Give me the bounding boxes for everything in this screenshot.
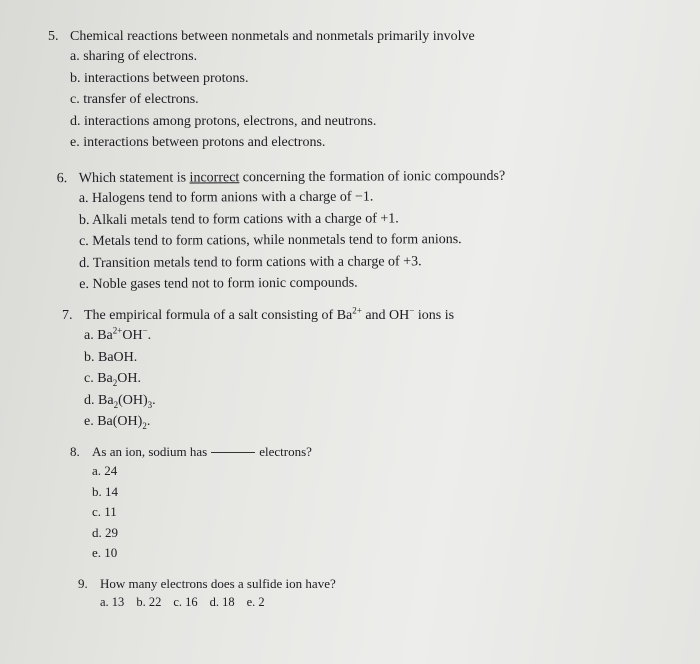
answer-option: a. 13 [100, 595, 125, 609]
question-stem [57, 167, 506, 188]
question-6 [57, 167, 506, 296]
answer-option: c. Metals tend to form cations, while nonmetals tend to form anions. [79, 232, 462, 250]
formula-part: . [152, 392, 156, 408]
option-letter: a. [84, 328, 94, 343]
question-text [92, 442, 312, 461]
underlined-word: incorrect [189, 170, 240, 186]
answer-option: e. 2 [246, 595, 265, 609]
option-letter: d. [84, 392, 95, 408]
question-text [84, 306, 454, 325]
charge-superscript: 2+ [352, 305, 362, 316]
formula-part: BaOH. [98, 349, 138, 365]
answer-option [84, 347, 454, 369]
stem-part: concerning the formation of ionic compounds? [239, 168, 506, 186]
question-5 [48, 27, 475, 154]
answer-options-row [100, 593, 336, 612]
answer-option: b. Alkali metals tend to form cations with a charge of +1. [78, 210, 399, 228]
answer-option: a. 24 [92, 463, 118, 478]
answer-option: a. Halogens tend to form anions with a charge of −1. [78, 189, 374, 207]
answer-option [84, 390, 454, 412]
question-number: 5. [48, 29, 59, 44]
answer-option: b. 14 [92, 483, 118, 499]
charge-superscript: 2+ [112, 325, 123, 336]
answer-option: b. 22 [136, 595, 162, 609]
answer-option: a. sharing of electrons. [70, 49, 198, 64]
answer-option: d. interactions among protons, electrons, and neutrons. [70, 113, 377, 129]
answer-option: d. Transition metals tend to form cations with a charge of +3. [79, 253, 422, 271]
question-stem [48, 27, 475, 46]
option-letter: e. [84, 414, 94, 429]
stem-part: electrons? [259, 444, 312, 459]
answer-option: c. transfer of electrons. [70, 92, 199, 107]
stem-part: The empirical formula of a salt consisting of Ba [84, 308, 353, 323]
option-letter: c. [84, 371, 94, 386]
question-stem [78, 574, 336, 593]
stem-part: and OH [361, 308, 410, 323]
subscript: 2 [142, 420, 147, 431]
question-7 [62, 306, 454, 433]
question-text: Chemical reactions between nonmetals and nonmetals primarily involve [70, 29, 475, 44]
answer-option [84, 325, 454, 347]
answer-option: e. 10 [92, 545, 118, 560]
charge-superscript: − [409, 305, 415, 316]
formula-part: Ba [97, 328, 113, 343]
question-text [79, 167, 506, 188]
formula-part: (OH) [118, 392, 148, 408]
question-stem [70, 442, 312, 461]
formula-part: Ba(OH) [97, 414, 143, 429]
answer-option: c. 16 [173, 595, 198, 609]
formula-part: Ba [97, 371, 113, 386]
question-number: 6. [56, 171, 68, 187]
question-number: 9. [78, 576, 88, 591]
answer-option: e. Noble gases tend not to form ionic compounds. [79, 275, 358, 293]
answer-option: b. interactions between protons. [70, 70, 249, 86]
question-text: How many electrons does a sulfide ion have? [100, 576, 336, 591]
answer-blank [211, 452, 255, 453]
formula-part: OH. [117, 371, 142, 386]
question-9 [78, 574, 336, 612]
answer-option: d. 18 [209, 595, 235, 609]
stem-part: As an ion, sodium has [92, 444, 208, 459]
formula-part: . [147, 328, 152, 343]
option-letter: b. [84, 349, 95, 365]
question-number: 8. [70, 444, 80, 459]
answer-option [84, 411, 454, 433]
answer-option: d. 29 [92, 524, 118, 540]
subscript: 3 [147, 399, 153, 410]
answer-option: e. interactions between protons and electrons. [70, 135, 326, 150]
formula-part: Ba [98, 392, 114, 408]
question-8 [70, 442, 312, 564]
answer-option: c. 11 [92, 504, 117, 519]
charge-superscript: − [142, 325, 148, 336]
question-stem [62, 306, 454, 325]
formula-part: OH [122, 328, 143, 343]
answer-option [84, 368, 454, 390]
question-number: 7. [62, 308, 73, 323]
subscript: 2 [112, 377, 118, 388]
stem-part: Which statement is [78, 170, 190, 187]
stem-part: ions is [414, 308, 455, 323]
subscript: 2 [113, 399, 119, 410]
formula-part: . [146, 414, 151, 429]
